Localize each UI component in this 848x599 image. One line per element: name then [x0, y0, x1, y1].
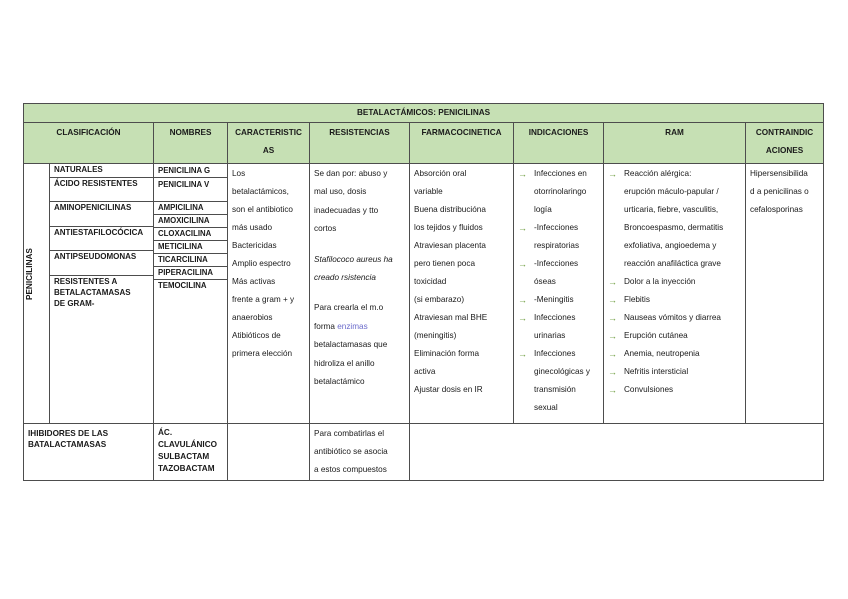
arrow-icon: → [518, 295, 527, 305]
inhib-resist: Para combatirlas el antibiótico se asocia a estos compuestos [310, 424, 410, 481]
ram-item [608, 165, 741, 273]
arrow-icon: → [518, 169, 527, 179]
indicacion-text: Infecciones en otorrinolaringo logía [534, 169, 587, 214]
class-item: ANTIPSEUDOMONAS [50, 251, 153, 276]
header-caracteristicas: CARACTERISTIC AS [228, 123, 310, 164]
arrow-icon: → [608, 313, 617, 323]
arrow-icon: → [608, 367, 617, 377]
header-farmacocinetica: FARMACOCINETICA [410, 123, 514, 164]
name-item: TEMOCILINA [158, 281, 207, 290]
indicacion-item [518, 309, 599, 345]
ram-text: Reacción alérgica: erupción máculo-papular / urticaria, fiebre, vasculitis, Broncoespasmo, dermatitis exfoliativa, angioedema y reacción anafiláctica grave [624, 169, 724, 268]
indicacion-text: -Meningitis [534, 295, 574, 304]
arrow-icon: → [518, 349, 527, 359]
group-label: PENICILINAS [25, 247, 34, 300]
header-contraindicaciones: CONTRAINDIC ACIONES [746, 123, 824, 164]
header-indicaciones: INDICACIONES [514, 123, 604, 164]
indicacion-item [518, 345, 599, 417]
inhibidores-row [24, 424, 824, 481]
class-item: ANTIESTAFILOCÓCICA [50, 227, 153, 251]
ram-item [608, 345, 741, 363]
enzimas-link[interactable]: enzimas [337, 321, 368, 331]
arrow-icon: → [608, 349, 617, 359]
inhib-caract [228, 424, 310, 481]
name-item: CLOXACILINA [154, 228, 227, 241]
inhib-empty [410, 424, 824, 481]
arrow-icon: → [518, 223, 527, 233]
ram-item [608, 273, 741, 291]
indicacion-item [518, 291, 599, 309]
class-item: AMINOPENICILINAS [50, 202, 153, 227]
name-item: PENICILINA G [154, 164, 227, 178]
indicacion-text: -Infecciones óseas [534, 259, 579, 286]
indicacion-text: Infecciones urinarias [534, 313, 576, 340]
ram-item [608, 363, 741, 381]
ram-text: Flebitis [624, 295, 650, 304]
ram-item [608, 381, 741, 399]
group-label-cell [24, 164, 50, 424]
name-item: PENICILINA V [154, 178, 227, 202]
arrow-icon: → [608, 295, 617, 305]
ram-text: Nauseas vómitos y diarrea [624, 313, 721, 322]
ram-text: Anemia, neutropenia [624, 349, 700, 358]
indicacion-text: Infecciones ginecológicas y transmisión sexual [534, 349, 590, 412]
ram-item [608, 309, 741, 327]
class-item: NATURALES [50, 164, 153, 178]
indicaciones-cell [514, 164, 604, 424]
ram-item [608, 291, 741, 309]
ram-item [608, 327, 741, 345]
inhib-label: IHIBIDORES DE LAS BATALACTAMASAS [24, 424, 154, 481]
header-row [24, 123, 824, 164]
arrow-icon: → [518, 259, 527, 269]
arrow-icon: → [608, 277, 617, 287]
header-clasificacion: CLASIFICACIÓN [24, 123, 154, 164]
clasificacion-cell [50, 164, 154, 424]
inhib-names: ÁC. CLAVULÁNICO SULBACTAM TAZOBACTAM [154, 424, 228, 481]
ram-text: Nefritis intersticial [624, 367, 689, 376]
ram-text: Erupción cutánea [624, 331, 688, 340]
name-item: METICILINA [154, 241, 227, 254]
indicacion-text: -Infecciones respiratorias [534, 223, 580, 250]
indicacion-item [518, 219, 599, 255]
header-resistencias: RESISTENCIAS [310, 123, 410, 164]
name-item: TICARCILINA [154, 254, 227, 267]
ram-text: Dolor a la inyección [624, 277, 696, 286]
class-item: RESISTENTES A BETALACTAMASAS DE GRAM- [54, 277, 131, 308]
arrow-icon: → [518, 313, 527, 323]
indicacion-item [518, 255, 599, 291]
penicilinas-table [23, 103, 824, 481]
resistencias-cell [310, 164, 410, 424]
ram-text: Convulsiones [624, 385, 674, 394]
contraindicaciones-cell: Hipersensibilida d a penicilinas o cefalosporinas [746, 164, 824, 424]
nombres-cell [154, 164, 228, 424]
ram-cell [604, 164, 746, 424]
resist-text: Stafilococo aureus ha creado rsistencia [314, 254, 393, 283]
header-nombres: NOMBRES [154, 123, 228, 164]
name-item: PIPERACILINA [154, 267, 227, 280]
name-item: AMPICILINA [154, 202, 227, 215]
header-ram: RAM [604, 123, 746, 164]
resist-text: Se dan por: abuso y mal uso, dosis inadecuadas y tto cortos [314, 169, 388, 234]
farmacocinetica-cell: Absorción oral variable Buena distribucióna los tejidos y fluidos Atraviesan placenta pero tienen poca toxicidad (si embarazo) Atraviesan mal BHE (meningitis) Eliminación forma activa Ajustar dosis en IR [410, 164, 514, 424]
arrow-icon: → [608, 385, 617, 395]
arrow-icon: → [608, 169, 617, 179]
caracteristicas-cell: Los betalactámicos, son el antibiotico más usado Bactericidas Amplio espectro Más activas frente a gram + y anaerobios Atibióticos de primera elección [228, 164, 310, 424]
indicacion-item [518, 165, 599, 219]
penicilinas-row [24, 164, 824, 424]
name-item: AMOXICILINA [154, 215, 227, 228]
class-item: ÁCIDO RESISTENTES [50, 178, 153, 202]
table-title: BETALACTÁMICOS: PENICILINAS [24, 104, 824, 123]
arrow-icon: → [608, 331, 617, 341]
resist-text: Para crearla el m.o forma enzimas betalactamasas que hidroliza el anillo betalactámico [314, 303, 388, 387]
